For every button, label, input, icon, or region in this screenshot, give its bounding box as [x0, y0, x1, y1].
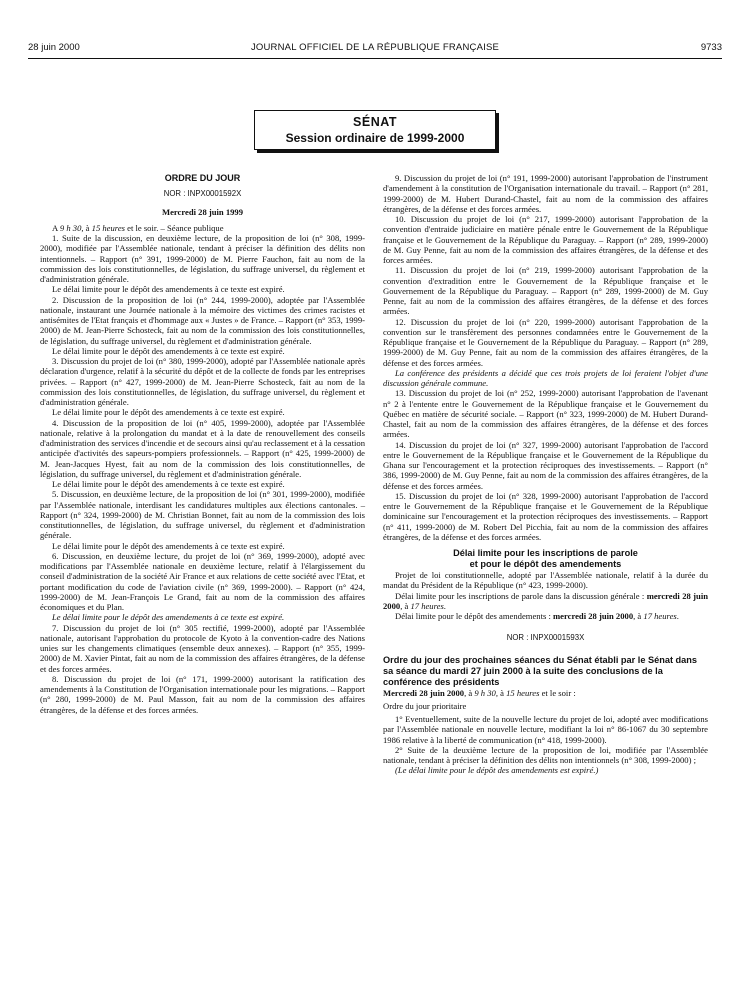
item-2-note: Le délai limite pour le dépôt des amendements à ce texte est expiré.	[52, 345, 285, 356]
item-4-note: Le délai limite pour le dépôt des amendements à ce texte est expiré.	[52, 479, 285, 489]
item-6-note: Le délai limite pour le dépôt des amendements à ce texte est expiré.	[52, 612, 285, 623]
right-column	[383, 173, 708, 776]
senat-box	[254, 110, 496, 150]
item-13: 13. Discussion du projet de loi (n° 252, 1999-2000) autorisant l'approbation de l'avenant n° 2 à l'entente entre le Gouvernement de la République française et le Gouvernement du Québec en matière de sécurité sociale. – Rapport (n° 323, 1999-2000) de M. Hubert Durand-Chastel, fait au nom de la commission des affaires étrangères, de la défense et des forces armées.	[383, 388, 708, 440]
delai-inscriptions: Délai limite pour les inscriptions de parole dans la discussion générale : mercredi 28 juin 2000, à 17 heures.	[383, 590, 708, 611]
page-header	[28, 42, 722, 58]
header-date: 28 juin 2000	[28, 42, 80, 53]
left-column	[40, 173, 365, 715]
item-3-note: Le délai limite pour le dépôt des amendements à ce texte est expiré.	[52, 407, 285, 418]
item-14: 14. Discussion du projet de loi (n° 327, 1999-2000) autorisant l'approbation de l'accord entre le Gouvernement de la République française et le Gouvernement de la République du Ghana sur l'encouragement et la protection réciproques des investissements. – Rapport (n° 386, 1999-2000) de M. Guy Penne, fait au nom de la commission des affaires étrangères, de la défense et des forces armées.	[383, 439, 708, 491]
prio-item-2: 2° Suite de la deuxième lecture de la proposition de loi, modifiée par l'Assemblée nationale, tendant à préciser la définition des délits non intentionnels (n° 308, 1999-2000) ;	[383, 744, 708, 765]
item-1: 1. Suite de la discussion, en deuxième lecture, de la proposition de loi (n° 308, 1999-2000), modifiée par l'Assemblée nationale, tendant à préciser la définition des délits non intentionnels. – Rapport (n° 391, 1999-2000) de M. Pierre Fauchon, fait au nom de la commission des lois constitutionnelles, de législation, du suffrage universel, du règlement et d'administration générale.	[40, 233, 365, 284]
item-9: 9. Discussion du projet de loi (n° 191, 1999-2000) autorisant l'approbation de l'instrument d'amendement à la constitution de l'Organisation internationale du travail. – Rapport (n° 281, 1999-2000) de M. Hubert Durand-Chastel, fait au nom de la commission des affaires étrangères, de la défense et des forces armées.	[383, 173, 708, 214]
delai-amendements: Délai limite pour le dépôt des amendements : mercredi 28 juin 2000, à 17 heures.	[395, 611, 679, 621]
ordre-du-jour-heading: ORDRE DU JOUR	[164, 173, 241, 183]
page-number: 9733	[700, 42, 722, 53]
item-12: 12. Discussion du projet de loi (n° 220, 1999-2000) autorisant l'approbation de la convention sur le transfèrement des personnes condamnées entre le Gouvernement de la République française et le Gouvernement de la République du Paraguay. – Rapport (n° 289, 1999-2000) de M. Guy Penne, fait au nom de la commission des affaires étrangères, de la défense et des forces armées.	[383, 316, 708, 368]
session-date: Mercredi 28 juin 1999	[161, 206, 244, 217]
nor-reference: NOR : INPX0001592X	[163, 189, 242, 199]
item-1-note: Le délai limite pour le dépôt des amendements à ce texte est expiré.	[52, 284, 285, 295]
delai-heading-2: et pour le dépôt des amendements	[469, 559, 622, 569]
item-12-note: La conférence des présidents a décidé que ces trois projets de loi feraient l'objet d'une discussion générale commune.	[383, 367, 708, 388]
item-11: 11. Discussion du projet de loi (n° 219, 1999-2000) autorisant l'approbation de la convention d'extradition entre le Gouvernement de la République française et le Gouvernement de la République du Paraguay. – Rapport (n° 289, 1999-2000) de M. Guy Penne, fait au nom de la commission des affaires étrangères, de la défense et des forces armées.	[383, 265, 708, 317]
delai-projet: Projet de loi constitutionnelle, adopté par l'Assemblée nationale, relatif à la durée du mandat du Président de la République (n° 423, 1999-2000).	[383, 570, 708, 591]
session-time: A 9 h 30, à 15 heures et le soir. – Séance publique	[52, 222, 224, 233]
item-15: 15. Discussion du projet de loi (n° 328, 1999-2000) autorisant l'approbation de l'accord entre le Gouvernement de la République française et le Gouvernement de la République dominicaine sur l'encouragement et la protection réciproques des investissements. – Rapport (n° 411, 1999-2000) de M. Robert Del Picchia, fait au nom de la commission des affaires étrangères, de la défense et des forces armées.	[383, 490, 708, 542]
session-title: Session ordinaire de 1999-2000	[285, 131, 465, 145]
item-6: 6. Discussion, en deuxième lecture, du projet de loi (n° 369, 1999-2000), adopté avec modifications par l'Assemblée nationale en deuxième lecture, relatif à l'élargissement du conseil d'administration de la société Air France et aux relations de cette société avec l'Etat, et portant modification du code de l'aviation civile (n° 369, 1999-2000). – Rapport (n° 424, 1999-2000) de M. Jean-François Le Grand, fait au nom de la commission des affaires économiques et du Plan.	[40, 550, 365, 612]
item-4: 4. Discussion de la proposition de loi (n° 405, 1999-2000), adoptée par l'Assemblée nationale, relative à la prolongation du mandat et à la date de renouvellement des conseils d'administration des services d'incendie et de secours ainsi qu'au reclassement et à la cessation anticipée d'activités des sapeurs-pompiers professionnels. – Rapport (n° 425, 1999-2000) de M. Jean-Jacques Hyest, fait au nom de la commission des lois constitutionnelles, de législation, du suffrage universel, du règlement et d'administration générale.	[40, 417, 365, 479]
prio-item-1: 1° Eventuellement, suite de la nouvelle lecture du projet de loi, adopté avec modifications par l'Assemblée nationale en nouvelle lecture, modifiant la loi n° 86-1067 du 30 septembre 1986 relative à la liberté de communication (n° 418, 1999-2000).	[383, 714, 708, 745]
mercredi-line: Mercredi 28 juin 2000, à 9 h 30, à 15 heures et le soir :	[383, 687, 576, 698]
item-5: 5. Discussion, en deuxième lecture, de la proposition de loi (n° 301, 1999-2000), modifiée par l'Assemblée nationale, interdisant les candidatures multiples aux élections cantonales. – Rapport (n° 324, 1999-2000) de M. Christian Bonnet, fait au nom de la commission des lois constitutionnelles, de législation, du suffrage universel, du règlement et d'administration générale.	[40, 489, 365, 541]
header-rule	[28, 58, 722, 59]
item-3: 3. Discussion du projet de loi (n° 380, 1999-2000), adopté par l'Assemblée nationale après déclaration d'urgence, relatif à la sécurité du dépôt et de la collecte de fonds par les entreprises privées. – Rapport (n° 427, 1999-2000) de M. Jean-Pierre Schosteck, fait au nom de la commission des lois constitutionnelles, de législation, du suffrage universel, du règlement et d'administration générale.	[40, 356, 365, 407]
senat-title: SÉNAT	[353, 115, 397, 129]
ordre-prioritaire: Ordre du jour prioritaire	[383, 700, 467, 711]
ordre-prochaines-heading: Ordre du jour des prochaines séances du Sénat établi par le Sénat dans sa séance du mardi 27 juin 2000 à la suite des conclusions de la conférence des présidents	[383, 654, 698, 687]
nor-reference-2: NOR : INPX0001593X	[506, 633, 585, 643]
item-2: 2. Discussion de la proposition de loi (n° 244, 1999-2000), adoptée par l'Assemblée nationale, instaurant une Journée nationale à la mémoire des victimes des crimes racistes et antisémites de l'Etat français et d'hommage aux « Justes » de France. – Rapport (n° 353, 1999-2000) de M. Jean-Pierre Schosteck, fait au nom de la commission des lois constitutionnelles, de législation, du suffrage universel, du règlement et d'administration générale.	[40, 294, 365, 346]
item-5-note: Le délai limite pour le dépôt des amendements à ce texte est expiré.	[52, 540, 285, 551]
prio-item-2-note: (Le délai limite pour le dépôt des amendements est expiré.)	[395, 765, 599, 776]
item-7: 7. Discussion du projet de loi (n° 305 rectifié, 1999-2000), adopté par l'Assemblée nationale, autorisant l'approbation du protocole de Kyoto à la convention-cadre des Nations unies sur les changements climatiques (ensemble deux annexes). – Rapport (n° 355, 1999-2000) de M. Xavier Pintat, fait au nom de la commission des affaires étrangères, de la défense et des forces armées.	[40, 622, 365, 674]
item-8: 8. Discussion du projet de loi (n° 171, 1999-2000) autorisant la ratification des amendements à la Constitution de l'Organisation internationale pour les migrations. – Rapport (n° 280, 1999-2000) de M. Paul Masson, fait au nom de la commission des affaires étrangères, de la défense et des forces armées.	[40, 673, 365, 715]
journal-title: JOURNAL OFFICIEL DE LA RÉPUBLIQUE FRANÇAISE	[250, 42, 500, 53]
delai-heading-1: Délai limite pour les inscriptions de parole	[453, 548, 638, 558]
item-10: 10. Discussion du projet de loi (n° 217, 1999-2000) autorisant l'approbation de la convention d'entraide judiciaire en matière pénale entre le Gouvernement de la République française et le Gouvernement de la République du Paraguay. – Rapport (n° 289, 1999-2000) de M. Guy Penne, fait au nom de la commission des affaires étrangères, de la défense et des forces armées.	[383, 214, 708, 265]
